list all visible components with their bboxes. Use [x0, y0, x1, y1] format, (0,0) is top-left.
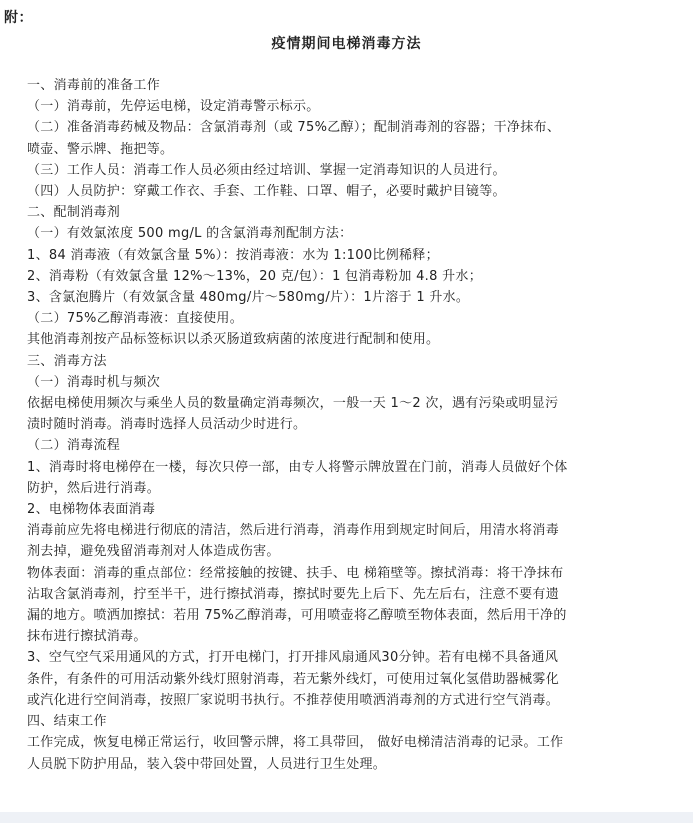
text-line: （一）消毒时机与频次 [27, 374, 161, 390]
text-line: 一、消毒前的准备工作 [27, 78, 161, 93]
text-line: 依据电梯使用频次与乘坐人员的数量确定消毒频次，一般一天 1～2 次，遇有污染或明显污 [27, 396, 559, 412]
text-line: 2、电梯物体表面消毒 [27, 502, 156, 518]
appendix-label: 附： [4, 10, 33, 26]
text-line: （二）消毒流程 [27, 438, 121, 454]
text-line: （二）75%乙醇消毒液：直接使用。 [27, 311, 243, 327]
text-line: （四）人员防护：穿戴工作衣、手套、工作鞋、口罩、帽子，必要时戴护目镜等。 [27, 184, 506, 200]
text-line: 3、含氯泡腾片（有效氯含量 480mg/片～580mg/片）：1片溶于 1 升水。 [27, 290, 470, 306]
text-line: 或汽化进行空间消毒，按照厂家说明书执行。不推荐使用喷洒消毒剂的方式进行空气消毒。 [27, 692, 560, 708]
text-line: 抹布进行擦拭消毒。 [27, 629, 147, 645]
text-line: 其他消毒剂按产品标签标识以杀灭肠道致病菌的浓度进行配制和使用。 [27, 332, 440, 348]
text-line: 二、配制消毒剂 [27, 205, 121, 221]
text-line: （一）有效氯浓度 500 mg/L 的含氯消毒剂配制方法： [27, 226, 353, 242]
text-line: 2、消毒粉（有效氯含量 12%～13%，20 克/包）：1 包消毒粉加 4.8 升水； [27, 268, 482, 284]
text-line: 工作完成，恢复电梯正常运行，收回警示牌，将工具带回， 做好电梯清洁消毒的记录。工作 [27, 735, 564, 751]
text-line: （二）准备消毒药械及物品：含氯消毒剂（或 75%乙醇）；配制消毒剂的容器；干净抹布、 [27, 120, 561, 136]
text-line: 四、结束工作 [27, 714, 107, 730]
text-line: 人员脱下防护用品，装入袋中带回处置，人员进行卫生处理。 [27, 756, 387, 772]
text-line: 条件，有条件的可用活动紫外线灯照射消毒，若无紫外线灯，可使用过氧化氢借助器械雾化 [27, 671, 560, 687]
text-line: 物体表面：消毒的重点部位：经常接触的按键、扶手、电 梯箱壁等。擦拭消毒：将干净抹布 [27, 565, 564, 581]
text-line: 1、消毒时将电梯停在一楼，每次只停一部，由专人将警示牌放置在门前，消毒人员做好个体 [27, 459, 568, 475]
bottom-bar [0, 812, 693, 823]
text-line: （一）消毒前，先停运电梯，设定消毒警示标示。 [27, 99, 320, 115]
text-line: 剂去掉，避免残留消毒剂对人体造成伤害。 [27, 544, 280, 560]
text-line: 消毒前应先将电梯进行彻底的清洁，然后进行消毒，消毒作用到规定时间后，用清水将消毒 [27, 523, 560, 539]
document-title: 疫情期间电梯消毒方法 [271, 36, 422, 52]
text-line: 沾取含氯消毒剂，拧至半干，进行擦拭消毒，擦拭时要先上后下、先左后右，注意不要有遗 [27, 586, 560, 602]
document-body [27, 75, 663, 775]
text-line: 防护，然后进行消毒。 [27, 480, 161, 496]
text-line: 1、84 消毒液（有效氯含量 5%）：按消毒液：水为 1:100比例稀释； [27, 247, 439, 263]
text-line: 三、消毒方法 [27, 353, 107, 369]
text-line: 渍时随时消毒。消毒时选择人员活动少时进行。 [27, 417, 307, 433]
text-line: 漏的地方。喷洒加擦拭：若用 75%乙醇消毒，可用喷壶将乙醇喷至物体表面，然后用干净的 [27, 608, 567, 624]
text-line: 3、空气空气采用通风的方式，打开电梯门，打开排风扇通风30分钟。若有电梯不具备通风 [27, 650, 559, 666]
text-line: （三）工作人员：消毒工作人员必须由经过培训、掌握一定消毒知识的人员进行。 [27, 162, 506, 178]
text-line: 喷壶、警示牌、拖把等。 [27, 141, 174, 157]
